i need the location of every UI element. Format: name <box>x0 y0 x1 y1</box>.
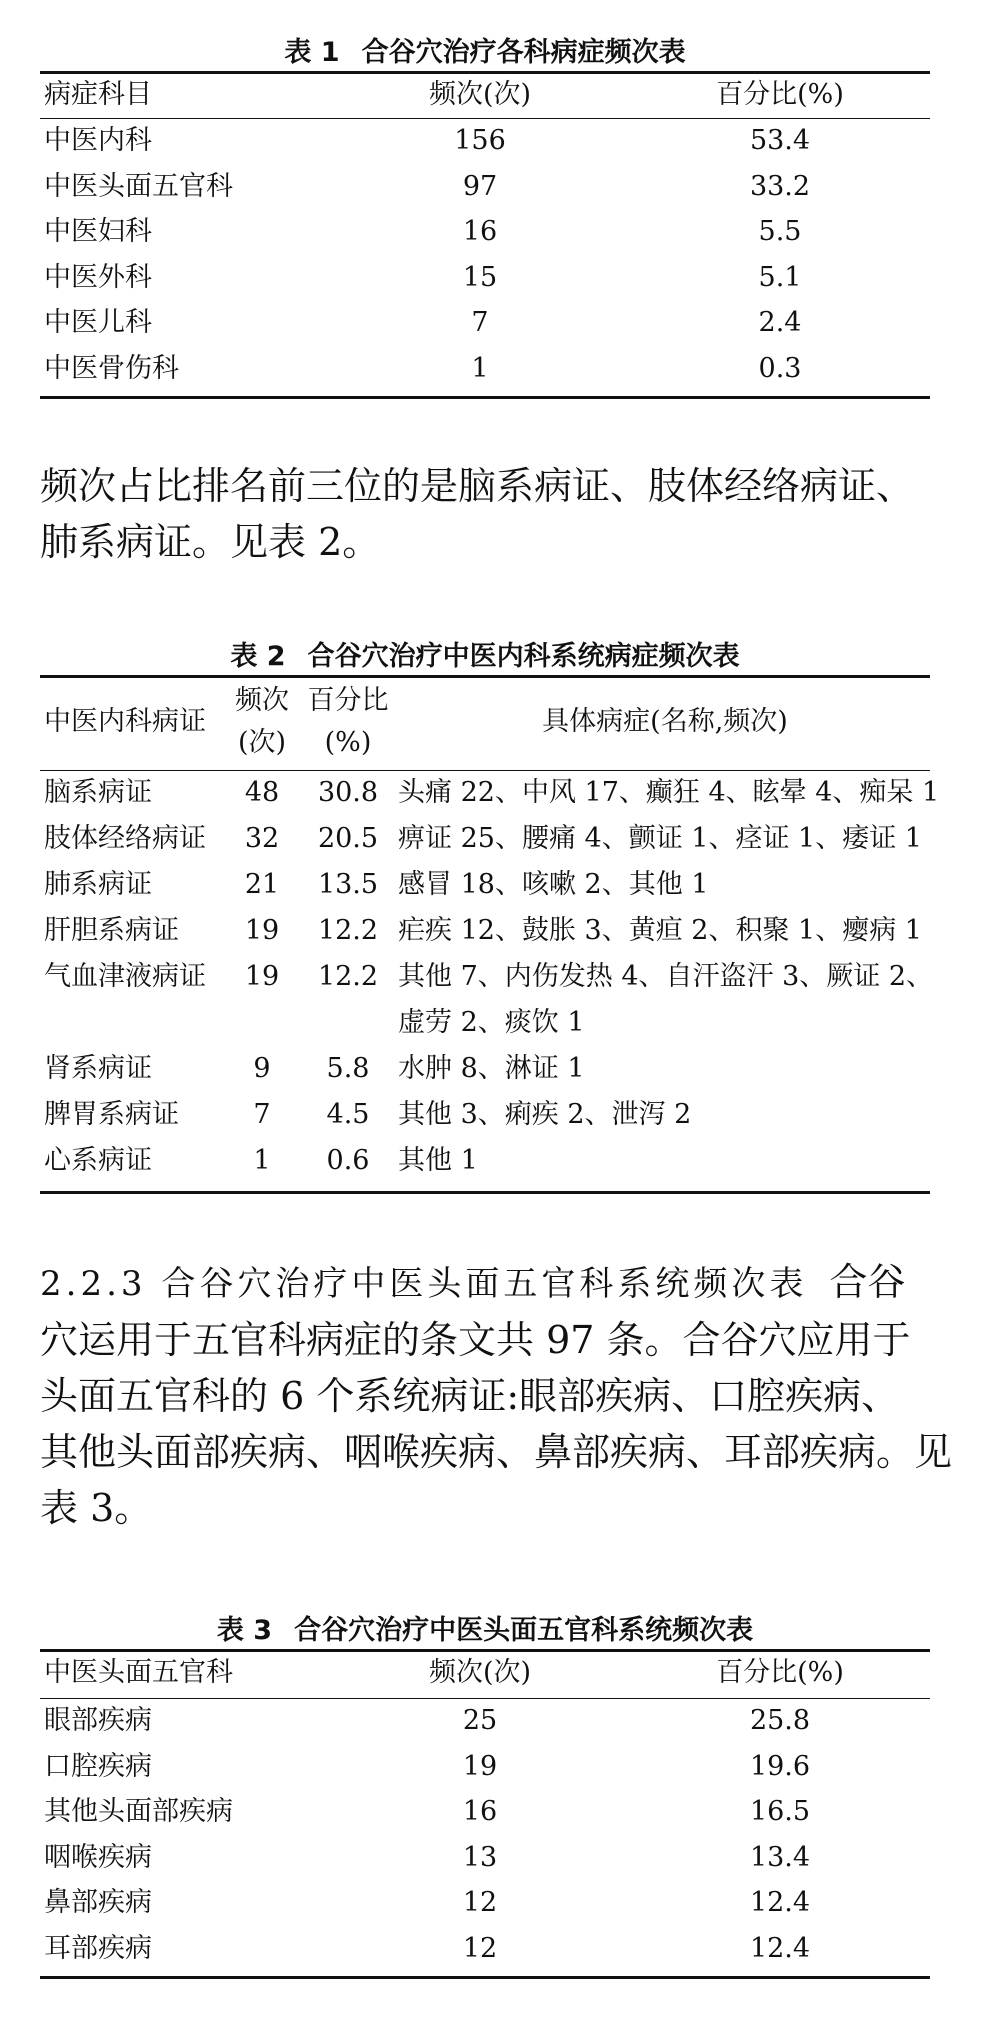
table2-row-frequency: 21 <box>244 869 280 900</box>
table2-row-percent: 12.2 <box>317 961 379 992</box>
table3-header-frequency: 频次(次) <box>428 1657 532 1688</box>
table2-header-rule <box>40 770 930 771</box>
table1-row-frequency: 16 <box>462 216 498 247</box>
table3-caption <box>40 1614 930 1648</box>
paragraph-2-line: 表 3。 <box>40 1486 153 1530</box>
table2-row-frequency: 19 <box>244 961 280 992</box>
table3-row-percent: 12.4 <box>749 1933 811 1964</box>
table3-row-percent: 13.4 <box>749 1842 811 1873</box>
table1-row-category: 中医内科 <box>44 125 152 156</box>
table1-row-frequency: 97 <box>462 171 498 202</box>
paragraph-2-line-start: 合谷 <box>829 1260 906 1304</box>
table3-row-frequency: 13 <box>462 1842 498 1873</box>
table2-top-rule <box>40 675 930 678</box>
table2-bottom-rule <box>40 1191 930 1194</box>
paragraph-1-line: 频次占比排名前三位的是脑系病证、肢体经络病证、 <box>40 464 915 508</box>
table1-row-category: 中医外科 <box>44 262 152 293</box>
table2-row-name: 肺系病证 <box>44 869 152 900</box>
table2-row-percent: 13.5 <box>317 869 379 900</box>
table1-row-percent: 5.1 <box>758 262 802 293</box>
table2-row-frequency: 19 <box>244 915 280 946</box>
paragraph-2-line: 其他头面部疾病、咽喉疾病、鼻部疾病、耳部疾病。见 <box>40 1430 953 1474</box>
table2-header-detail: 具体病症(名称,频次) <box>542 706 788 737</box>
table3-row-category: 眼部疾病 <box>44 1705 152 1736</box>
table2-row-name: 脾胃系病证 <box>44 1099 179 1130</box>
table1-row-percent: 5.5 <box>758 216 802 247</box>
table3-title: 合谷穴治疗中医头面五官科系统频次表 <box>294 1615 754 1646</box>
table2-row-detail: 其他 7、内伤发热 4、自汗盗汗 3、厥证 2、 <box>398 961 934 992</box>
table1-row-percent: 0.3 <box>758 353 802 384</box>
table1-number: 表 1 <box>284 37 340 68</box>
paragraph-1-line: 肺系病证。见表 2。 <box>40 520 381 564</box>
table3-row-frequency: 16 <box>462 1796 498 1827</box>
table2-row-percent: 20.5 <box>317 823 379 854</box>
table1-row-frequency: 156 <box>454 125 506 156</box>
table2-header-percent-top: 百分比 <box>307 685 389 716</box>
table2-row-frequency: 7 <box>253 1099 271 1130</box>
table3-row-percent: 19.6 <box>749 1751 811 1782</box>
table3-header-rule <box>40 1698 930 1699</box>
table2-number: 表 2 <box>230 641 286 672</box>
table3-row-frequency: 19 <box>462 1751 498 1782</box>
table2-caption <box>40 640 930 674</box>
table1-title: 合谷穴治疗各科病症频次表 <box>361 37 686 68</box>
table2-row-frequency: 48 <box>244 777 280 808</box>
table3-row-category: 咽喉疾病 <box>44 1842 152 1873</box>
table3-header-category: 中医头面五官科 <box>44 1657 233 1688</box>
table2-row-percent: 30.8 <box>317 777 379 808</box>
table2-header-category: 中医内科病证 <box>44 706 206 737</box>
table2-header-frequency-bottom: (次) <box>237 727 287 758</box>
table2-header-percent-bottom: (%) <box>324 727 372 758</box>
table2-row-percent: 5.8 <box>326 1053 370 1084</box>
table2-row-frequency: 9 <box>253 1053 271 1084</box>
table1-row-category: 中医儿科 <box>44 307 152 338</box>
table3-row-frequency: 12 <box>462 1887 498 1918</box>
table3-row-category: 耳部疾病 <box>44 1933 152 1964</box>
table1-row-category: 中医头面五官科 <box>44 171 233 202</box>
table1-row-category: 中医妇科 <box>44 216 152 247</box>
table1-row-frequency: 7 <box>471 307 489 338</box>
table1-header-category: 病症科目 <box>44 79 152 110</box>
table2-row-percent: 0.6 <box>326 1145 370 1176</box>
table3-row-percent: 12.4 <box>749 1887 811 1918</box>
table1-row-frequency: 1 <box>471 353 489 384</box>
table2-row-detail: 虚劳 2、痰饮 1 <box>398 1007 585 1038</box>
table2-row-detail: 感冒 18、咳嗽 2、其他 1 <box>398 869 709 900</box>
table2-row-detail: 头痛 22、中风 17、癫狂 4、眩晕 4、痴呆 1 <box>398 777 940 808</box>
table2-row-name: 肝胆系病证 <box>44 915 179 946</box>
table2-row-name: 气血津液病证 <box>44 961 206 992</box>
section-heading: 2.2.3 合谷穴治疗中医头面五官科系统频次表 <box>40 1264 808 1304</box>
table2-row-detail: 其他 3、痢疾 2、泄泻 2 <box>398 1099 692 1130</box>
table2-row-name: 心系病证 <box>44 1145 152 1176</box>
paragraph-2-line: 穴运用于五官科病症的条文共 97 条。合谷穴应用于 <box>40 1318 911 1362</box>
paragraph-2-line: 头面五官科的 6 个系统病证:眼部疾病、口腔疾病、 <box>40 1374 900 1418</box>
table2-row-detail: 水肿 8、淋证 1 <box>398 1053 585 1084</box>
table1-header-frequency: 频次(次) <box>428 79 532 110</box>
table1-row-category: 中医骨伤科 <box>44 353 179 384</box>
paragraph-2 <box>40 1254 953 1536</box>
table2-row-detail: 痹证 25、腰痛 4、颤证 1、痉证 1、痿证 1 <box>398 823 922 854</box>
table2-row-detail: 其他 1 <box>398 1145 478 1176</box>
table3-row-frequency: 25 <box>462 1705 498 1736</box>
table2-header-frequency-top: 频次 <box>235 685 289 716</box>
table1-header-rule <box>40 118 930 119</box>
table2-title: 合谷穴治疗中医内科系统病症频次表 <box>307 641 740 672</box>
table2-row-percent: 4.5 <box>326 1099 370 1130</box>
table3-row-percent: 25.8 <box>749 1705 811 1736</box>
paragraph-1 <box>40 458 930 570</box>
table2-row-name: 脑系病证 <box>44 777 152 808</box>
table2-row-name: 肾系病证 <box>44 1053 152 1084</box>
table1-bottom-rule <box>40 396 930 399</box>
table1-top-rule <box>40 71 930 74</box>
table1-row-percent: 53.4 <box>749 125 811 156</box>
table1-caption <box>40 36 930 70</box>
paragraph-2-first-line <box>40 1254 930 1312</box>
table2-row-detail: 疟疾 12、鼓胀 3、黄疸 2、积聚 1、瘿病 1 <box>398 915 922 946</box>
table2-row-frequency: 32 <box>244 823 280 854</box>
table3-row-category: 口腔疾病 <box>44 1751 152 1782</box>
table3-bottom-rule <box>40 1976 930 1979</box>
table1-row-frequency: 15 <box>462 262 498 293</box>
table1-row-percent: 33.2 <box>749 171 811 202</box>
table1-row-percent: 2.4 <box>758 307 802 338</box>
table2-row-percent: 12.2 <box>317 915 379 946</box>
table3-number: 表 3 <box>216 1615 273 1646</box>
table2-row-frequency: 1 <box>253 1145 271 1176</box>
table3-row-percent: 16.5 <box>749 1796 811 1827</box>
table3-header-percent: 百分比(%) <box>716 1657 844 1688</box>
table3-row-category: 其他头面部疾病 <box>44 1796 233 1827</box>
table1-header-percent: 百分比(%) <box>716 79 844 110</box>
table3-row-frequency: 12 <box>462 1933 498 1964</box>
table3-top-rule <box>40 1649 930 1652</box>
table2-row-name: 肢体经络病证 <box>44 823 206 854</box>
table3-row-category: 鼻部疾病 <box>44 1887 152 1918</box>
